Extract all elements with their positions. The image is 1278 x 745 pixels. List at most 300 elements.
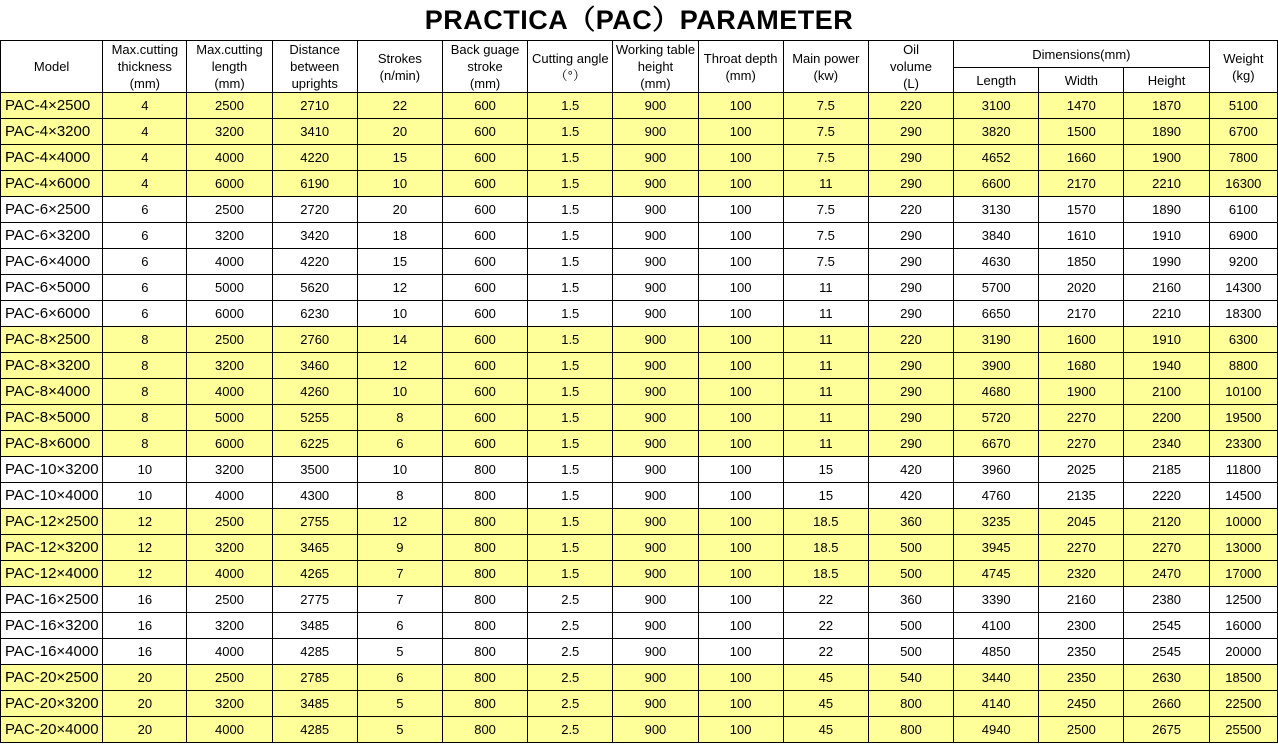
cell-length: 2500 — [187, 93, 272, 119]
header-power — [783, 41, 868, 93]
header-dim-height: Height — [1124, 68, 1209, 93]
cell-power: 11 — [783, 431, 868, 457]
cell-weight: 12500 — [1209, 587, 1277, 613]
cell-power: 45 — [783, 717, 868, 743]
cell-oil: 290 — [868, 119, 953, 145]
cell-power: 22 — [783, 639, 868, 665]
cell-thickness: 6 — [103, 275, 187, 301]
cell-thickness: 6 — [103, 301, 187, 327]
cell-throat: 100 — [698, 665, 783, 691]
cell-weight: 17000 — [1209, 561, 1277, 587]
cell-dim-length: 3100 — [954, 93, 1039, 119]
cell-angle: 2.5 — [528, 587, 613, 613]
cell-backgauge: 600 — [442, 223, 527, 249]
cell-strokes: 5 — [357, 639, 442, 665]
cell-thickness: 8 — [103, 379, 187, 405]
cell-strokes: 6 — [357, 431, 442, 457]
cell-power: 18.5 — [783, 561, 868, 587]
cell-length: 3200 — [187, 535, 272, 561]
cell-dim-width: 2170 — [1039, 301, 1124, 327]
cell-length: 2500 — [187, 509, 272, 535]
cell-power: 7.5 — [783, 223, 868, 249]
cell-table-height: 900 — [613, 457, 698, 483]
cell-model: PAC-12×2500 — [1, 509, 103, 535]
table-row — [1, 353, 1278, 379]
cell-oil: 360 — [868, 509, 953, 535]
cell-oil: 290 — [868, 275, 953, 301]
cell-oil: 290 — [868, 249, 953, 275]
cell-model: PAC-8×2500 — [1, 327, 103, 353]
cell-dim-height: 2675 — [1124, 717, 1209, 743]
cell-backgauge: 800 — [442, 717, 527, 743]
cell-throat: 100 — [698, 457, 783, 483]
header-distance-line1: Distance — [289, 42, 340, 57]
cell-weight: 25500 — [1209, 717, 1277, 743]
cell-model: PAC-4×3200 — [1, 119, 103, 145]
table-row — [1, 509, 1278, 535]
cell-power: 7.5 — [783, 197, 868, 223]
header-power-line2: (kw) — [813, 67, 839, 83]
header-thickness-line1: Max.cutting — [111, 42, 179, 57]
cell-distance: 6190 — [272, 171, 357, 197]
cell-throat: 100 — [698, 379, 783, 405]
cell-model: PAC-8×5000 — [1, 405, 103, 431]
cell-power: 11 — [783, 353, 868, 379]
table-row — [1, 93, 1278, 119]
cell-angle: 1.5 — [528, 483, 613, 509]
cell-dim-length: 3440 — [954, 665, 1039, 691]
cell-backgauge: 800 — [442, 457, 527, 483]
header-model-label: Model — [33, 59, 70, 74]
cell-oil: 290 — [868, 223, 953, 249]
cell-dim-length: 3190 — [954, 327, 1039, 353]
cell-table-height: 900 — [613, 171, 698, 197]
cell-distance: 6230 — [272, 301, 357, 327]
cell-table-height: 900 — [613, 119, 698, 145]
cell-oil: 290 — [868, 145, 953, 171]
cell-model: PAC-6×5000 — [1, 275, 103, 301]
cell-model: PAC-16×2500 — [1, 587, 103, 613]
cell-weight: 14500 — [1209, 483, 1277, 509]
table-row — [1, 405, 1278, 431]
cell-distance: 2785 — [272, 665, 357, 691]
cell-throat: 100 — [698, 223, 783, 249]
cell-strokes: 12 — [357, 275, 442, 301]
header-backgauge-line2: stroke — [467, 59, 503, 74]
cell-dim-width: 1570 — [1039, 197, 1124, 223]
cell-weight: 13000 — [1209, 535, 1277, 561]
cell-distance: 4220 — [272, 145, 357, 171]
cell-dim-height: 2185 — [1124, 457, 1209, 483]
cell-weight: 6100 — [1209, 197, 1277, 223]
cell-power: 18.5 — [783, 535, 868, 561]
cell-length: 6000 — [187, 431, 272, 457]
cell-model: PAC-10×4000 — [1, 483, 103, 509]
cell-table-height: 900 — [613, 197, 698, 223]
cell-model: PAC-12×4000 — [1, 561, 103, 587]
cell-dim-width: 1660 — [1039, 145, 1124, 171]
cell-length: 4000 — [187, 639, 272, 665]
cell-weight: 20000 — [1209, 639, 1277, 665]
header-backgauge — [442, 41, 527, 93]
cell-throat: 100 — [698, 197, 783, 223]
table-body — [1, 93, 1278, 743]
cell-length: 6000 — [187, 171, 272, 197]
cell-angle: 2.5 — [528, 691, 613, 717]
cell-power: 18.5 — [783, 509, 868, 535]
cell-backgauge: 600 — [442, 93, 527, 119]
cell-table-height: 900 — [613, 483, 698, 509]
cell-backgauge: 800 — [442, 535, 527, 561]
header-dim-width: Width — [1039, 68, 1124, 93]
table-row — [1, 665, 1278, 691]
cell-dim-width: 2450 — [1039, 691, 1124, 717]
cell-distance: 2710 — [272, 93, 357, 119]
cell-table-height: 900 — [613, 691, 698, 717]
header-table-height-line2: height — [637, 59, 674, 74]
cell-weight: 23300 — [1209, 431, 1277, 457]
cell-weight: 7800 — [1209, 145, 1277, 171]
cell-throat: 100 — [698, 145, 783, 171]
cell-backgauge: 600 — [442, 275, 527, 301]
cell-dim-width: 1900 — [1039, 379, 1124, 405]
cell-table-height: 900 — [613, 639, 698, 665]
table-row — [1, 717, 1278, 743]
cell-angle: 1.5 — [528, 327, 613, 353]
cell-throat: 100 — [698, 405, 783, 431]
cell-thickness: 16 — [103, 587, 187, 613]
cell-table-height: 900 — [613, 405, 698, 431]
cell-strokes: 8 — [357, 405, 442, 431]
cell-oil: 500 — [868, 639, 953, 665]
cell-table-height: 900 — [613, 717, 698, 743]
table-row — [1, 613, 1278, 639]
cell-backgauge: 600 — [442, 379, 527, 405]
cell-oil: 360 — [868, 587, 953, 613]
cell-model: PAC-6×6000 — [1, 301, 103, 327]
cell-oil: 800 — [868, 691, 953, 717]
cell-length: 2500 — [187, 587, 272, 613]
table-row — [1, 639, 1278, 665]
cell-dim-length: 6600 — [954, 171, 1039, 197]
cell-strokes: 6 — [357, 613, 442, 639]
cell-weight: 6300 — [1209, 327, 1277, 353]
cell-distance: 3460 — [272, 353, 357, 379]
cell-table-height: 900 — [613, 275, 698, 301]
cell-dim-length: 4140 — [954, 691, 1039, 717]
cell-strokes: 10 — [357, 379, 442, 405]
header-distance-line2: between — [290, 59, 340, 74]
cell-dim-width: 1470 — [1039, 93, 1124, 119]
cell-angle: 1.5 — [528, 509, 613, 535]
cell-backgauge: 800 — [442, 639, 527, 665]
header-weight — [1209, 41, 1277, 93]
cell-dim-length: 3840 — [954, 223, 1039, 249]
cell-dim-length: 3945 — [954, 535, 1039, 561]
cell-thickness: 10 — [103, 457, 187, 483]
cell-backgauge: 800 — [442, 509, 527, 535]
cell-table-height: 900 — [613, 145, 698, 171]
cell-throat: 100 — [698, 717, 783, 743]
cell-dim-length: 4100 — [954, 613, 1039, 639]
cell-length: 4000 — [187, 249, 272, 275]
cell-backgauge: 800 — [442, 587, 527, 613]
cell-strokes: 14 — [357, 327, 442, 353]
cell-throat: 100 — [698, 613, 783, 639]
header-table-height-line1: Working table — [615, 42, 696, 57]
cell-weight: 22500 — [1209, 691, 1277, 717]
cell-strokes: 10 — [357, 171, 442, 197]
cell-angle: 2.5 — [528, 639, 613, 665]
cell-distance: 3500 — [272, 457, 357, 483]
cell-weight: 16300 — [1209, 171, 1277, 197]
cell-length: 3200 — [187, 691, 272, 717]
cell-angle: 2.5 — [528, 613, 613, 639]
cell-strokes: 10 — [357, 457, 442, 483]
cell-table-height: 900 — [613, 353, 698, 379]
cell-throat: 100 — [698, 119, 783, 145]
cell-strokes: 7 — [357, 587, 442, 613]
cell-weight: 10000 — [1209, 509, 1277, 535]
cell-thickness: 16 — [103, 613, 187, 639]
cell-dim-height: 1910 — [1124, 223, 1209, 249]
cell-dim-height: 2470 — [1124, 561, 1209, 587]
cell-dim-length: 6670 — [954, 431, 1039, 457]
cell-weight: 18500 — [1209, 665, 1277, 691]
cell-length: 3200 — [187, 223, 272, 249]
cell-oil: 500 — [868, 613, 953, 639]
cell-length: 6000 — [187, 301, 272, 327]
cell-backgauge: 800 — [442, 691, 527, 717]
cell-oil: 290 — [868, 405, 953, 431]
cell-dim-length: 3900 — [954, 353, 1039, 379]
cell-strokes: 20 — [357, 197, 442, 223]
cell-oil: 290 — [868, 379, 953, 405]
cell-distance: 3420 — [272, 223, 357, 249]
header-table-height-line3: (mm) — [640, 76, 671, 91]
header-dim-length: Length — [954, 68, 1039, 93]
cell-power: 11 — [783, 405, 868, 431]
cell-angle: 1.5 — [528, 93, 613, 119]
cell-throat: 100 — [698, 639, 783, 665]
cell-dim-width: 1850 — [1039, 249, 1124, 275]
cell-dim-height: 1990 — [1124, 249, 1209, 275]
cell-dim-height: 2630 — [1124, 665, 1209, 691]
cell-thickness: 8 — [103, 405, 187, 431]
cell-model: PAC-20×3200 — [1, 691, 103, 717]
cell-strokes: 12 — [357, 353, 442, 379]
cell-dim-width: 1500 — [1039, 119, 1124, 145]
header-angle-line1: Cutting angle — [531, 50, 609, 66]
cell-power: 7.5 — [783, 145, 868, 171]
cell-length: 2500 — [187, 665, 272, 691]
cell-angle: 1.5 — [528, 145, 613, 171]
cell-weight: 11800 — [1209, 457, 1277, 483]
cell-throat: 100 — [698, 93, 783, 119]
cell-oil: 540 — [868, 665, 953, 691]
header-backgauge-line1: Back guage — [450, 42, 520, 57]
cell-angle: 1.5 — [528, 249, 613, 275]
table-row — [1, 327, 1278, 353]
cell-model: PAC-6×2500 — [1, 197, 103, 223]
cell-power: 22 — [783, 613, 868, 639]
cell-throat: 100 — [698, 483, 783, 509]
table-row — [1, 223, 1278, 249]
cell-dim-length: 4680 — [954, 379, 1039, 405]
cell-angle: 1.5 — [528, 275, 613, 301]
cell-angle: 2.5 — [528, 717, 613, 743]
cell-dim-width: 2270 — [1039, 405, 1124, 431]
cell-dim-height: 2210 — [1124, 301, 1209, 327]
cell-backgauge: 600 — [442, 145, 527, 171]
header-length-line2: length — [211, 59, 248, 74]
cell-oil: 420 — [868, 483, 953, 509]
header-distance-line3: uprights — [291, 76, 338, 91]
cell-table-height: 900 — [613, 93, 698, 119]
cell-model: PAC-4×4000 — [1, 145, 103, 171]
cell-angle: 1.5 — [528, 405, 613, 431]
header-power-line1: Main power — [792, 50, 860, 66]
cell-backgauge: 600 — [442, 119, 527, 145]
table-row — [1, 431, 1278, 457]
cell-length: 4000 — [187, 717, 272, 743]
cell-distance: 3410 — [272, 119, 357, 145]
cell-dim-height: 2660 — [1124, 691, 1209, 717]
cell-power: 45 — [783, 665, 868, 691]
cell-backgauge: 600 — [442, 327, 527, 353]
cell-dim-length: 5720 — [954, 405, 1039, 431]
cell-power: 7.5 — [783, 249, 868, 275]
cell-dim-width: 2300 — [1039, 613, 1124, 639]
cell-thickness: 6 — [103, 197, 187, 223]
cell-thickness: 6 — [103, 223, 187, 249]
cell-dim-height: 2340 — [1124, 431, 1209, 457]
cell-thickness: 4 — [103, 93, 187, 119]
cell-model: PAC-10×3200 — [1, 457, 103, 483]
cell-table-height: 900 — [613, 223, 698, 249]
cell-distance: 4300 — [272, 483, 357, 509]
cell-dim-height: 1890 — [1124, 197, 1209, 223]
cell-thickness: 8 — [103, 327, 187, 353]
cell-throat: 100 — [698, 275, 783, 301]
cell-dim-width: 2350 — [1039, 665, 1124, 691]
cell-backgauge: 600 — [442, 405, 527, 431]
cell-dim-height: 1890 — [1124, 119, 1209, 145]
cell-backgauge: 800 — [442, 561, 527, 587]
cell-power: 11 — [783, 379, 868, 405]
table-row — [1, 275, 1278, 301]
table-row — [1, 457, 1278, 483]
cell-distance: 2775 — [272, 587, 357, 613]
cell-throat: 100 — [698, 353, 783, 379]
cell-dim-width: 1600 — [1039, 327, 1124, 353]
cell-angle: 1.5 — [528, 223, 613, 249]
cell-length: 3200 — [187, 457, 272, 483]
cell-weight: 6700 — [1209, 119, 1277, 145]
cell-oil: 420 — [868, 457, 953, 483]
header-angle — [528, 41, 613, 93]
cell-model: PAC-6×3200 — [1, 223, 103, 249]
cell-distance: 4265 — [272, 561, 357, 587]
cell-angle: 1.5 — [528, 353, 613, 379]
table-row — [1, 171, 1278, 197]
cell-thickness: 6 — [103, 249, 187, 275]
cell-dim-width: 2020 — [1039, 275, 1124, 301]
cell-strokes: 18 — [357, 223, 442, 249]
cell-dim-height: 2545 — [1124, 613, 1209, 639]
cell-backgauge: 800 — [442, 613, 527, 639]
cell-oil: 290 — [868, 171, 953, 197]
cell-model: PAC-6×4000 — [1, 249, 103, 275]
cell-dim-length: 4940 — [954, 717, 1039, 743]
cell-distance: 3485 — [272, 613, 357, 639]
cell-backgauge: 600 — [442, 353, 527, 379]
cell-weight: 16000 — [1209, 613, 1277, 639]
table-row — [1, 145, 1278, 171]
cell-dim-length: 4745 — [954, 561, 1039, 587]
cell-thickness: 20 — [103, 691, 187, 717]
header-weight-line2: (kg) — [1232, 67, 1255, 83]
header-throat-line1: Throat depth — [703, 50, 778, 66]
cell-strokes: 15 — [357, 145, 442, 171]
cell-angle: 2.5 — [528, 665, 613, 691]
cell-angle: 1.5 — [528, 301, 613, 327]
header-thickness-line2: thickness — [117, 59, 172, 74]
cell-model: PAC-20×4000 — [1, 717, 103, 743]
cell-table-height: 900 — [613, 301, 698, 327]
cell-distance: 5255 — [272, 405, 357, 431]
header-length — [187, 41, 272, 93]
cell-angle: 1.5 — [528, 535, 613, 561]
cell-strokes: 5 — [357, 691, 442, 717]
cell-thickness: 12 — [103, 509, 187, 535]
cell-strokes: 7 — [357, 561, 442, 587]
cell-distance: 5620 — [272, 275, 357, 301]
header-angle-line2: （°） — [554, 67, 586, 83]
cell-length: 4000 — [187, 145, 272, 171]
cell-thickness: 20 — [103, 665, 187, 691]
cell-dim-height: 2210 — [1124, 171, 1209, 197]
cell-dim-height: 1870 — [1124, 93, 1209, 119]
cell-thickness: 4 — [103, 119, 187, 145]
header-strokes-line2: (n/min) — [379, 67, 421, 83]
cell-weight: 10100 — [1209, 379, 1277, 405]
cell-backgauge: 800 — [442, 483, 527, 509]
cell-dim-width: 2160 — [1039, 587, 1124, 613]
cell-distance: 4260 — [272, 379, 357, 405]
table-row — [1, 301, 1278, 327]
header-length-line3: (mm) — [214, 76, 245, 91]
cell-thickness: 12 — [103, 535, 187, 561]
cell-dim-length: 4850 — [954, 639, 1039, 665]
cell-power: 11 — [783, 327, 868, 353]
cell-dim-height: 2100 — [1124, 379, 1209, 405]
cell-distance: 6225 — [272, 431, 357, 457]
cell-strokes: 5 — [357, 717, 442, 743]
header-throat-line2: (mm) — [725, 67, 756, 83]
cell-oil: 800 — [868, 717, 953, 743]
header-dimensions-label: Dimensions(mm) — [1032, 46, 1131, 62]
cell-weight: 9200 — [1209, 249, 1277, 275]
cell-model: PAC-8×6000 — [1, 431, 103, 457]
header-distance — [272, 41, 357, 93]
header-length-line1: Max.cutting — [196, 42, 263, 57]
cell-backgauge: 600 — [442, 249, 527, 275]
cell-power: 11 — [783, 275, 868, 301]
table-row — [1, 535, 1278, 561]
cell-power: 22 — [783, 587, 868, 613]
cell-table-height: 900 — [613, 665, 698, 691]
